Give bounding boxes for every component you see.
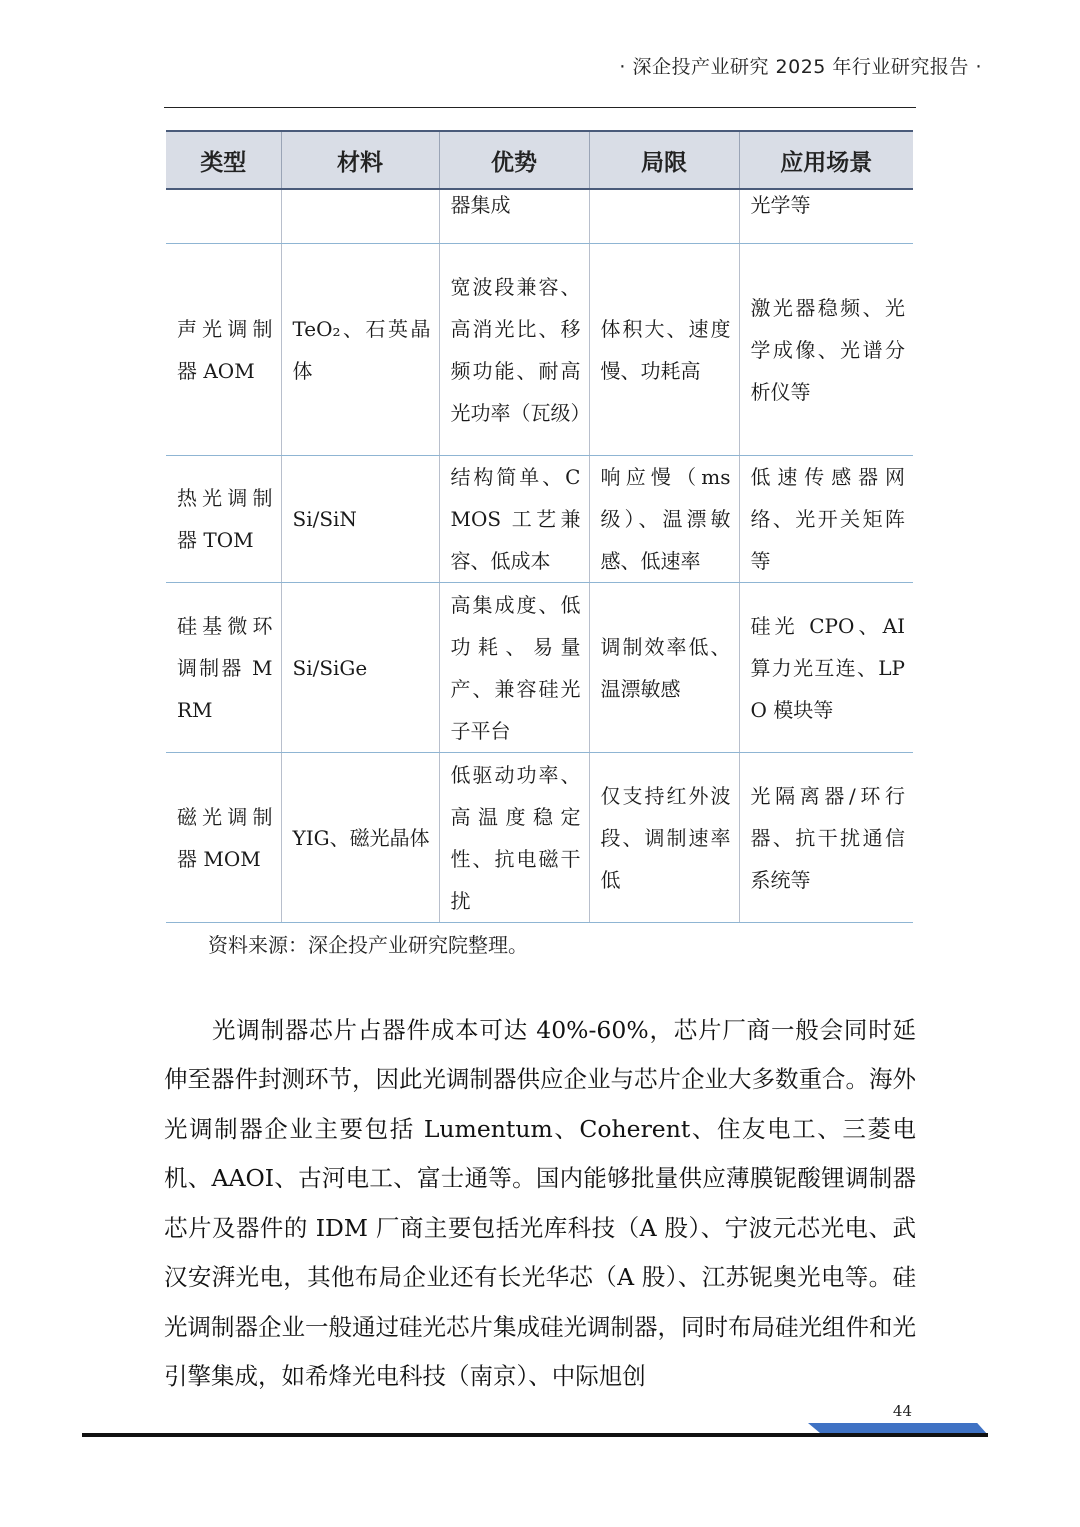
table-row [166,456,913,583]
cell-advantage: 宽波段兼容、高消光比、移频功能、耐高光功率（瓦级） [439,244,589,456]
table-header [166,131,913,189]
cell-type: 磁光调制器 MOM [166,753,281,923]
cell-limitation: 响应慢（ms 级）、温漂敏感、低速率 [589,456,739,583]
cell-limitation: 调制效率低、温漂敏感 [589,583,739,753]
table-row [166,753,913,923]
column-header-advantage: 优势 [439,131,589,189]
table-source-note: 资料来源：深企投产业研究院整理。 [208,933,528,957]
table-header-row [166,131,913,189]
cell-advantage: 低驱动功率、高温度稳定性、抗电磁干扰 [439,753,589,923]
cell-limitation: 体积大、速度慢、功耗高 [589,244,739,456]
page-number: 44 [892,1402,912,1420]
cell-application: 硅光 CPO、AI 算力光互连、LPO 模块等 [739,583,913,753]
footer-divider [82,1433,988,1437]
cell-application: 光隔离器/环行器、抗干扰通信系统等 [739,753,913,923]
cell-type: 热光调制器 TOM [166,456,281,583]
modulator-comparison-table [166,130,913,923]
report-header-title: · 深企投产业研究 2025 年行业研究报告 · [619,56,982,78]
column-header-application: 应用场景 [739,131,913,189]
table-row [166,244,913,456]
cell-application: 光学等 [739,189,913,244]
cell-material: Si/SiGe [281,583,439,753]
table-row [166,583,913,753]
cell-advantage: 结构简单、CMOS 工艺兼容、低成本 [439,456,589,583]
body-paragraph: 光调制器芯片占器件成本可达 40%-60%，芯片厂商一般会同时延伸至器件封测环节，因此光调制器供应企业与芯片企业大多数重合。海外光调制器企业主要包括 Lumentum、Coherent、住友电工、三菱电机、AAOI、古河电工、富士通等。国内能够批量供应薄膜铌酸锂调制器芯片及器件的 IDM 厂商主要包括光库科技（A 股）、宁波元芯光电、武汉安湃光电，其他布局企业还有长光华芯（A 股）、江苏铌奥光电等。硅光调制器企业一般通过硅光芯片集成硅光调制器，同时布局硅光组件和光引擎集成，如希烽光电科技（南京）、中际旭创 [164,1015,916,1390]
cell-advantage: 器集成 [439,189,589,244]
cell-advantage: 高集成度、低功耗、易量产、兼容硅光子平台 [439,583,589,753]
cell-limitation: 仅支持红外波段、调制速率低 [589,753,739,923]
cell-material: YIG、磁光晶体 [281,753,439,923]
column-header-type: 类型 [166,131,281,189]
cell-material: TeO₂、石英晶体 [281,244,439,456]
cell-limitation [589,189,739,244]
cell-type [166,189,281,244]
cell-application: 激光器稳频、光学成像、光谱分析仪等 [739,244,913,456]
table-row [166,189,913,244]
table-body [166,189,913,923]
cell-material: Si/SiN [281,456,439,583]
cell-type: 声光调制器 AOM [166,244,281,456]
cell-application: 低速传感器网络、光开关矩阵等 [739,456,913,583]
cell-type: 硅基微环调制器 MRM [166,583,281,753]
header-divider [164,107,916,108]
column-header-material: 材料 [281,131,439,189]
column-header-limitation: 局限 [589,131,739,189]
cell-material [281,189,439,244]
